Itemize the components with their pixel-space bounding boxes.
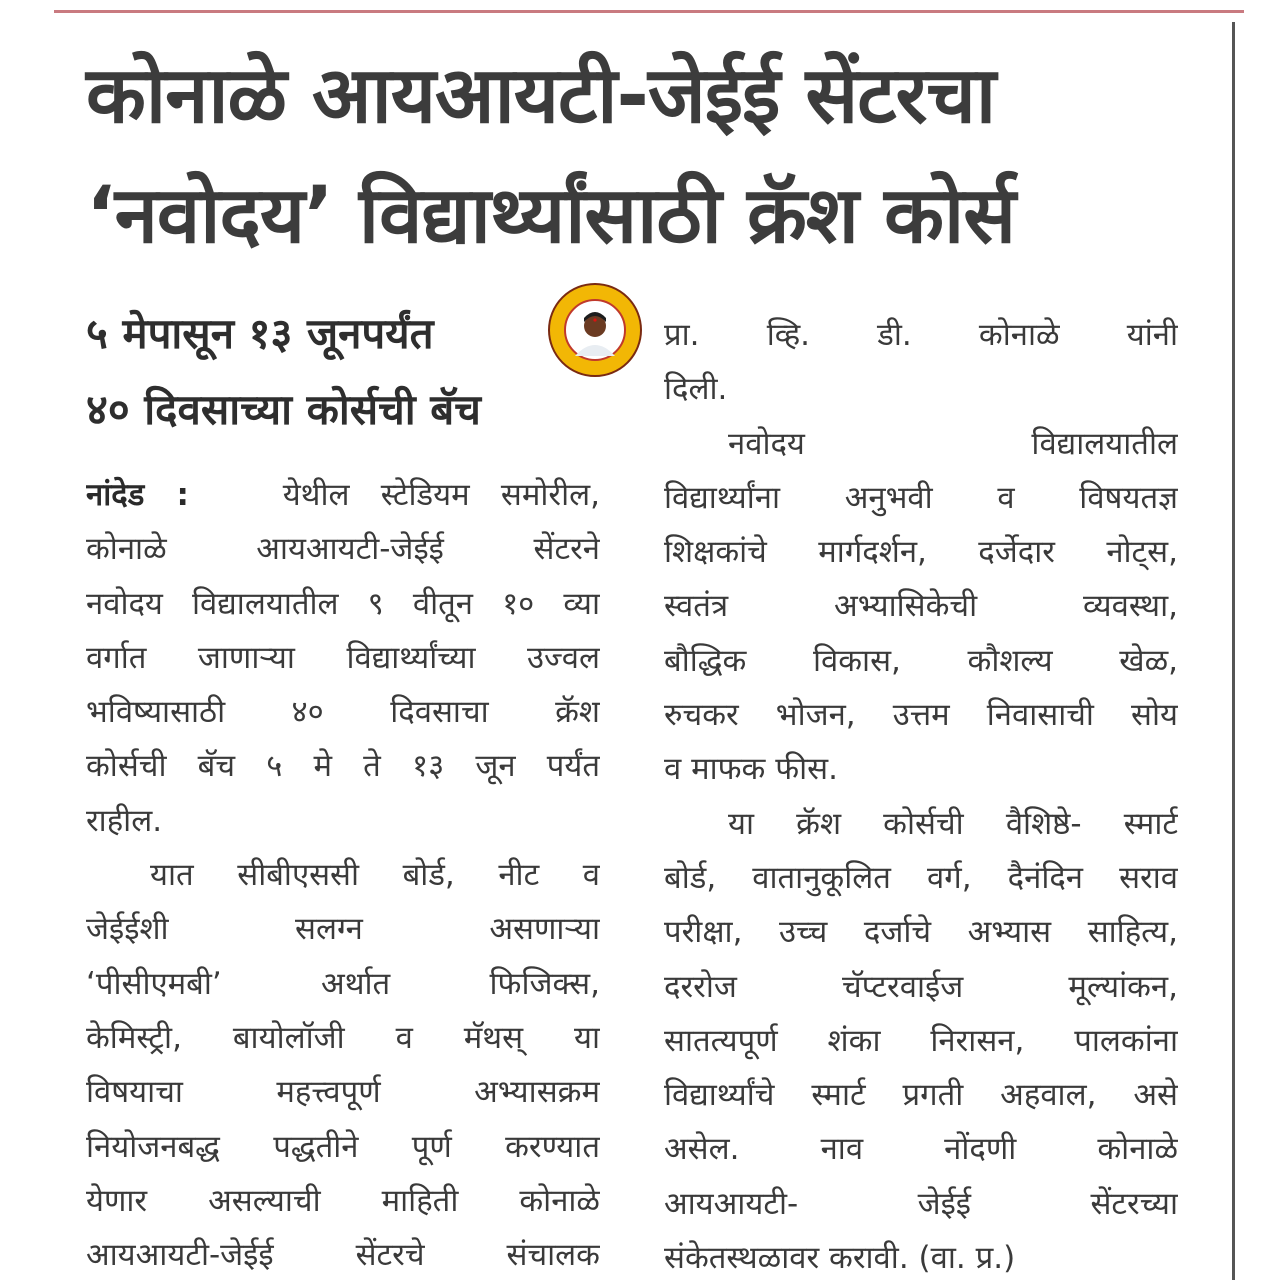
article-line: विद्यार्थ्यांचे स्मार्ट प्रगती अहवाल, असे — [664, 1077, 1178, 1114]
article-line: कोर्सची बॅच ५ मे ते १३ जून पर्यंत — [86, 748, 600, 785]
article-line: बौद्धिक विकास, कौशल्य खेळ, — [664, 642, 1178, 679]
article-line: येणार असल्याची माहिती कोनाळे — [86, 1182, 600, 1219]
subheadline-line-2: ४० दिवसाच्या कोर्सची बॅच — [86, 385, 481, 434]
article-line: राहील. — [86, 802, 163, 839]
article-line: दररोज चॅप्टरवाईज मूल्यांकन, — [664, 968, 1178, 1005]
article-line: व माफक फीस. — [664, 751, 838, 788]
headline — [86, 36, 1206, 276]
article-line: आयआयटी- जेईई सेंटरच्या — [664, 1185, 1178, 1222]
headline-line-2: ‘नवोदय’ विद्यार्थ्यांसाठी क्रॅश कोर्स — [86, 171, 1015, 261]
article-line: नियोजनबद्ध पद्धतीने पूर्ण करण्यात — [86, 1128, 600, 1165]
article-column-left — [86, 468, 600, 1282]
page-edge-border — [1232, 22, 1242, 1280]
article-line: कोनाळे आयआयटी-जेईई सेंटरने — [86, 531, 600, 568]
article-line: वर्गात जाणाऱ्या विद्यार्थ्यांच्या उज्वल — [86, 639, 600, 676]
article-line: नवोदय विद्यालयातील ९ वीतून १० व्या — [86, 585, 600, 622]
headline-line-1: कोनाळे आयआयटी-जेईई सेंटरचा — [86, 51, 996, 141]
article-line: रुचकर भोजन, उत्तम निवासाची सोय — [664, 697, 1178, 734]
article-line: विषयाचा महत्त्वपूर्ण अभ्यासक्रम — [86, 1074, 600, 1111]
subheadline-line-1: ५ मेपासून १३ जूनपर्यंत — [86, 309, 434, 358]
article-line: बोर्ड, वातानुकूलित वर्ग, दैनंदिन सराव — [664, 859, 1178, 896]
article-line: संकेतस्थळावर करावी. (वा. प्र.) — [664, 1240, 1016, 1277]
article-line: परीक्षा, उच्च दर्जाचे अभ्यास साहित्य, — [664, 914, 1178, 951]
article-line: ‘पीसीएमबी’ अर्थात फिजिक्स, — [86, 965, 600, 1002]
article-line: शिक्षकांचे मार्गदर्शन, दर्जेदार नोट्स, — [664, 534, 1178, 571]
article-line: केमिस्ट्री, बायोलॉजी व मॅथस् या — [86, 1019, 600, 1056]
article-line: दिली. — [664, 371, 728, 408]
article-line: स्वतंत्र अभ्यासिकेची व्यवस्था, — [664, 588, 1178, 625]
article-line: नांदेड : येथील स्टेडियम समोरील, — [86, 477, 600, 513]
subheadline — [86, 296, 606, 448]
article-line: आयआयटी-जेईई सेंटरचे संचालक — [86, 1237, 600, 1274]
article-line: प्रा. व्हि. डी. कोनाळे यांनी — [664, 317, 1178, 353]
article-line: जेईईशी सलग्न असणाऱ्या — [86, 911, 600, 948]
top-rule — [54, 10, 1244, 13]
article-line: सातत्यपूर्ण शंका निरासन, पालकांना — [664, 1022, 1178, 1059]
dateline: नांदेड : — [86, 477, 189, 513]
portrait-seal-icon — [547, 282, 643, 378]
article-line: असेल. नाव नोंदणी कोनाळे — [664, 1131, 1178, 1168]
article-line: विद्यार्थ्यांना अनुभवी व विषयतज्ञ — [664, 479, 1178, 516]
article-column-right — [664, 308, 1178, 1285]
article-line: यात सीबीएससी बोर्ड, नीट व — [150, 857, 600, 894]
article-line: भविष्यासाठी ४० दिवसाचा क्रॅश — [86, 694, 600, 731]
article-line: नवोदय विद्यालयातील — [728, 425, 1178, 462]
article-line: या क्रॅश कोर्सची वैशिष्ठे- स्मार्ट — [728, 805, 1178, 842]
